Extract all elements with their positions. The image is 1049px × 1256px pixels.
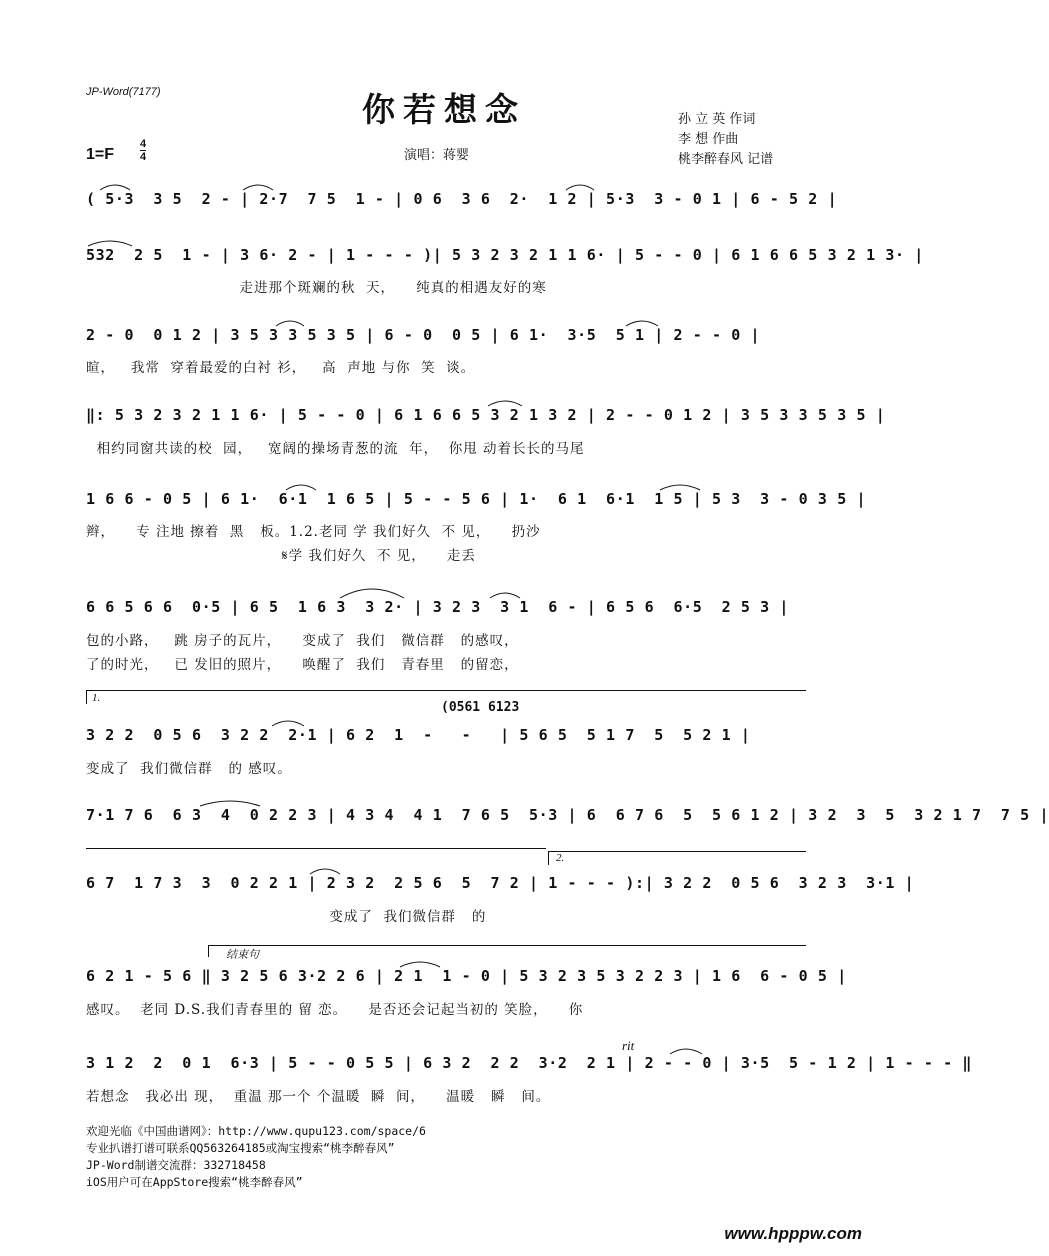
lyrics-line-3: 暄， 我常 穿着最爱的白衬 衫， 高 声地 与你 笑 谈。 bbox=[86, 360, 476, 376]
notation-line-4: ‖: 5 3 2 3 2 1 1 6· | 5 - - 0 | 6 1 6 6 5 3 2 1 3 2 | 2 - - 0 1 2 | 3 5 3 3 5 3 5 | bbox=[86, 406, 886, 424]
lyrics-line-9: 变成了 我们微信群 的 bbox=[86, 909, 487, 925]
time-signature-top: 4 bbox=[140, 138, 147, 150]
footer bbox=[86, 1123, 806, 1191]
footer-contact: 专业扒谱打谱可联系QQ563264185或淘宝搜索“桃李醉春风” bbox=[86, 1141, 395, 1155]
time-signature-bottom: 4 bbox=[140, 151, 147, 163]
lyrics-line-5b: 𝄋学 我们好久 不 见， 走丢 bbox=[86, 548, 476, 564]
lyrics-line-10: 感叹。 老同 D.S.我们青春里的 留 恋。 是否还会记起当初的 笑脸， 你 bbox=[86, 1002, 584, 1018]
lyrics-line-6a: 包的小路， 跳 房子的瓦片， 变成了 我们 微信群 的感叹， bbox=[86, 633, 519, 649]
notation-line-2: 532 2 5 1 - | 3 6· 2 - | 1 - - - )| 5 3 2 3 2 1 1 6· | 5 - - 0 | 6 1 6 6 5 3 2 1 3· | bbox=[86, 246, 924, 264]
lyricist-credit: 孙 立 英 作词 bbox=[678, 112, 756, 127]
notation-line-5: 1 6 6 - 0 5 | 6 1· 6·1 1 6 5 | 5 - - 5 6 | 1· 6 1 6·1 1 5 | 5 3 3 - 0 3 5 | bbox=[86, 490, 867, 508]
lyrics-line-11: 若想念 我必出 现， 重温 那一个 个温暖 瞬 间， 温暖 瞬 间。 bbox=[86, 1089, 551, 1105]
footer-ios: iOS用户可在AppStore搜索“桃李醉春风” bbox=[86, 1175, 303, 1189]
notation-line-6: 6 6 5 6 6 0·5 | 6 5 1 6 3 3 2· | 3 2 3 3 1 6 - | 6 5 6 6·5 2 5 3 | bbox=[86, 598, 790, 616]
volta-2-label: 2. bbox=[556, 852, 565, 864]
song-title: 你若想念 bbox=[362, 90, 526, 129]
volta-1-label: 1. bbox=[92, 692, 101, 704]
lyrics-line-7: 变成了 我们微信群 的 感叹。 bbox=[86, 761, 292, 777]
notation-line-3: 2 - 0 0 1 2 | 3 5 3 3 5 3 5 | 6 - 0 0 5 | 6 1· 3·5 5 1 | 2 - - 0 | bbox=[86, 326, 761, 344]
watermark: www.hpppw.com bbox=[724, 1224, 862, 1243]
lyrics-line-2: 走进那个斑斓的秋 天， 纯真的相遇友好的寒 bbox=[86, 280, 547, 296]
singer-credit: 演唱：蒋婴 bbox=[404, 148, 470, 163]
lyrics-line-5a: 辫， 专 注地 擦着 黑 板。1.2.老同 学 我们好久 不 见， 扔沙 bbox=[86, 524, 541, 540]
composer-credit: 李 想 作曲 bbox=[678, 132, 739, 147]
notation-line-9: 6 7 1 7 3 3 0 2 2 1 | 2 3 2 2 5 6 5 7 2 | 1 - - - ):| 3 2 2 0 5 6 3 2 3 3·1 | bbox=[86, 874, 915, 892]
lyrics-line-6b: 了的时光， 已 发旧的照片， 唤醒了 我们 青春里 的留恋， bbox=[86, 657, 519, 673]
lyrics-line-4: 相约同窗共读的校 园， 宽阔的操场青葱的流 年， 你甩 动着长长的马尾 bbox=[86, 441, 585, 457]
notation-line-8: 7·1 7 6 6 3 4 0 2 2 3 | 4 3 4 4 1 7 6 5 5·3 | 6 6 7 6 5 5 6 1 2 | 3 2 3 5 3 2 1 7 7 5 | bbox=[86, 806, 1049, 824]
notation-line-10: 6 2 1 - 5 6 ‖ 3 2 5 6 3·2 2 6 | 2 1 1 - 0 | 5 3 2 3 5 3 2 2 3 | 1 6 6 - 0 5 | bbox=[86, 967, 847, 985]
interlude-notes: (0561 6123 bbox=[441, 700, 520, 715]
key-signature: 1=F bbox=[86, 146, 115, 163]
notation-line-1: ( 5·3 3 5 2 - | 2·7 7 5 1 - | 0 6 3 6 2· 1 2 | 5·3 3 - 0 1 | 6 - 5 2 | bbox=[86, 190, 838, 208]
transcriber-credit: 桃李醉春风 记谱 bbox=[678, 152, 774, 167]
notation-line-7: 3 2 2 0 5 6 3 2 2 2·1 | 6 2 1 - - | 5 6 5 5 1 7 5 5 2 1 | bbox=[86, 726, 751, 744]
footer-website: 欢迎光临《中国曲谱网》：http://www.qupu123.com/space/6 bbox=[86, 1124, 426, 1138]
ending-label: 结束句 bbox=[226, 949, 259, 961]
notation-line-11: 3 1 2 2 0 1 6·3 | 5 - - 0 5 5 | 6 3 2 2 2 3·2 2 1 | 2 - - 0 | 3·5 5 - 1 2 | 1 - - - ‖ bbox=[86, 1054, 973, 1072]
footer-group: JP-Word制谱交流群：332718458 bbox=[86, 1158, 266, 1172]
software-label: JP-Word(7177) bbox=[86, 86, 161, 98]
ritardando-mark: rit bbox=[622, 1038, 635, 1053]
